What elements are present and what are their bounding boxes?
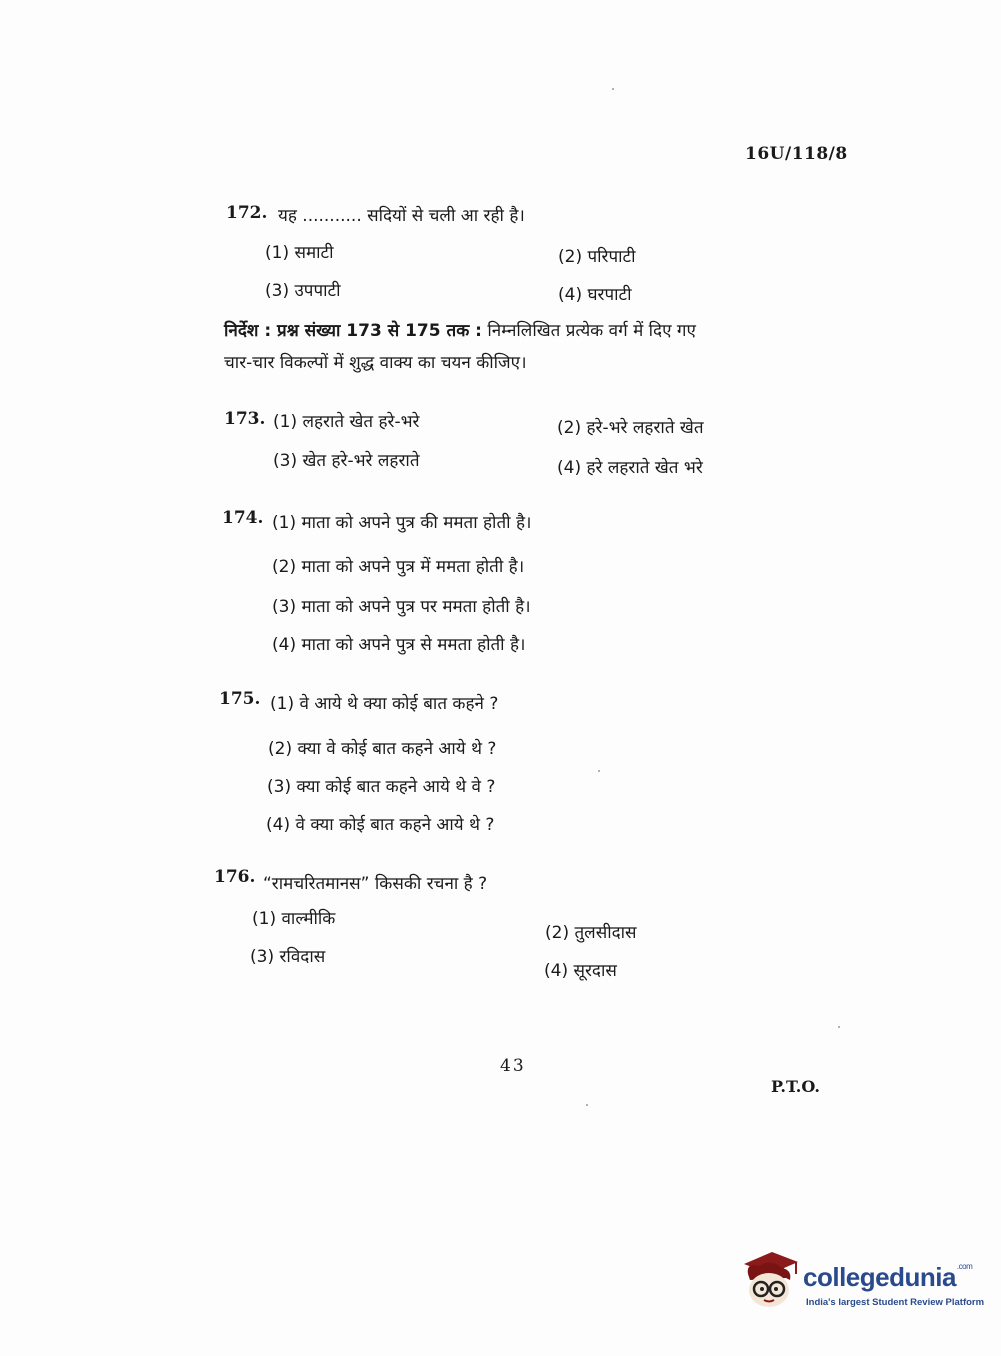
- brand-name: collegedunia$^{.com}$: [803, 1262, 973, 1292]
- option-2: (2) परिपाटी: [558, 247, 636, 267]
- directions-line1: निम्नलिखित प्रत्येक वर्ग में दिए गए: [487, 321, 696, 341]
- option-2: (2) माता को अपने पुत्र में ममता होती है।: [272, 557, 525, 577]
- option-1: (1) वाल्मीकि: [252, 909, 336, 929]
- option-3: (3) खेत हरे-भरे लहराते: [273, 451, 420, 471]
- question-number: 175.: [219, 689, 261, 709]
- scan-speck: [586, 1104, 588, 1106]
- question-number: 176.: [214, 867, 256, 887]
- question-text: यह ........... सदियों से चली आ रही है।: [278, 206, 525, 226]
- page-number: 43: [500, 1056, 526, 1076]
- option-1: (1) माता को अपने पुत्र की ममता होती है।: [272, 513, 532, 533]
- pto-label: P.T.O.: [771, 1077, 820, 1096]
- option-4: (4) सूरदास: [544, 961, 617, 981]
- directions-line2: चार-चार विकल्पों में शुद्ध वाक्य का चयन कीजिए।: [224, 353, 527, 373]
- brand-suffix: .com: [956, 1262, 973, 1271]
- question-number: 173.: [224, 409, 266, 429]
- question-number: 172.: [226, 203, 268, 223]
- option-3: (3) उपपाटी: [265, 281, 341, 301]
- option-4: (4) माता को अपने पुत्र से ममता होती है।: [272, 635, 526, 655]
- option-1: (1) वे आये थे क्या कोई बात कहने ?: [270, 694, 499, 714]
- option-4: (4) वे क्या कोई बात कहने आये थे ?: [266, 815, 495, 835]
- scan-speck: [838, 1026, 840, 1028]
- option-3: (3) माता को अपने पुत्र पर ममता होती है।: [272, 597, 531, 617]
- option-3: (3) रविदास: [250, 947, 326, 967]
- brand-tagline: India's largest Student Review Platform: [806, 1297, 985, 1308]
- option-2: (2) क्या वे कोई बात कहने आये थे ?: [268, 739, 497, 759]
- option-3: (3) क्या कोई बात कहने आये थे वे ?: [267, 777, 496, 797]
- directions-label: निर्देश : प्रश्न संख्या 173 से 175 तक :: [224, 321, 482, 341]
- option-2: (2) तुलसीदास: [545, 923, 637, 943]
- option-1: (1) समाटी: [265, 243, 334, 263]
- option-1: (1) लहराते खेत हरे-भरे: [273, 412, 420, 432]
- option-2: (2) हरे-भरे लहराते खेत: [557, 418, 704, 438]
- paper-code: 16U/118/8: [745, 144, 848, 164]
- question-text: “रामचरितमानस” किसकी रचना है ?: [263, 874, 488, 894]
- question-number: 174.: [222, 508, 264, 528]
- scan-speck: [598, 770, 600, 772]
- option-4: (4) घरपाटी: [558, 285, 632, 305]
- student-mascot-logo-icon: [738, 1248, 800, 1310]
- scan-speck: [612, 88, 614, 90]
- option-4: (4) हरे लहराते खेत भरे: [557, 458, 703, 478]
